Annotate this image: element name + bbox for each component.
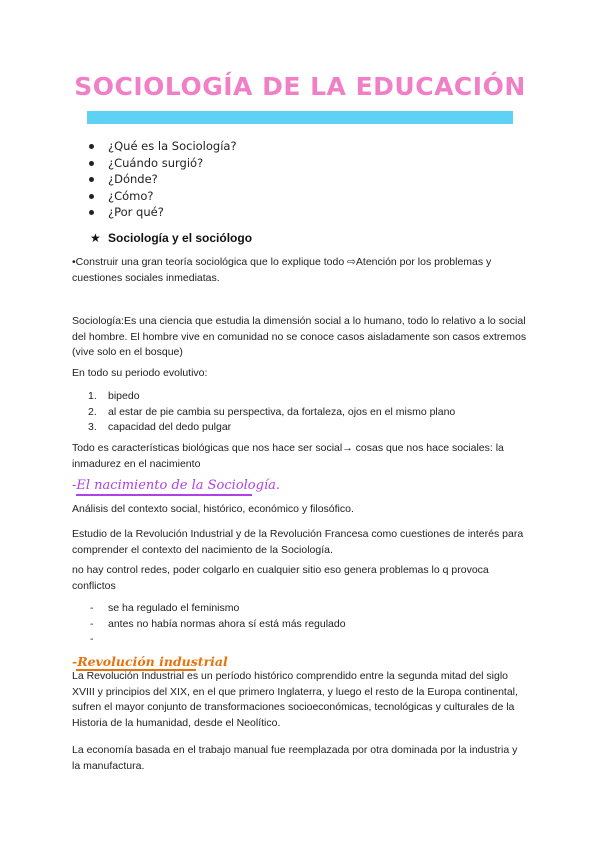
section-heading-birth: -El nacimiento de la Sociología.: [72, 478, 280, 493]
section-heading-revolution: -Revolución industrial: [72, 654, 228, 669]
list-item: - se ha regulado el feminismo: [90, 602, 240, 614]
page-title: SOCIOLOGÍA DE LA EDUCACIÓN: [74, 72, 526, 101]
title-underline-bar: [87, 111, 513, 124]
list-item: ¿Cómo?: [88, 188, 237, 205]
bullet-icon: [89, 144, 94, 149]
definition-paragraph: Sociología:Es una ciencia que estudia la dimensión social a lo humano, todo lo relativo a lo social del hombre. El hombre vive en comunidad no se conoce casos aisladamente son casos extremos (vive solo en el bosque): [72, 315, 527, 358]
list-item: 3. capacidad del dedo pulgar: [88, 421, 232, 433]
list-item: 1. bipedo: [88, 390, 140, 402]
evolution-intro: En todo su periodo evolutivo:: [72, 367, 208, 379]
section-underline: [76, 494, 252, 496]
section-heading-sociology: [90, 231, 252, 245]
evolution-list: [88, 389, 455, 436]
revolution-paragraph: La Revolución Industrial es un período histórico comprendido entre la segunda mitad del siglo XVIII y principios del XIX, en el que primero Inglaterra, y luego el resto de la Europa continental, sufren el mayor conjunto de transformaciones socioeconómicas, tecnológicas y culturales de la Historia de la humanidad, desde el Neolítico.: [72, 670, 518, 729]
list-item: ¿Por qué?: [88, 204, 237, 221]
economy-paragraph: La economía basada en el trabajo manual fue reemplazada por otra dominada por la industria y la manufactura.: [72, 744, 518, 772]
questions-list: [88, 138, 237, 221]
biology-paragraph: Todo es características biológicas que nos hace ser social→ cosas que nos hace sociales: la inmadurez en el nacimiento: [72, 442, 504, 470]
heading-text: Sociología y el sociólogo: [108, 231, 253, 245]
study-paragraph: Estudio de la Revolución Industrial y de la Revolución Francesa como cuestiones de interés para comprender el contexto del nacimiento de la Sociología.: [72, 528, 524, 556]
list-item: - antes no había normas ahora sí está más regulado: [90, 617, 346, 630]
list-item: ¿Qué es la Sociología?: [88, 138, 237, 155]
intro-paragraph: •Construir una gran teoría sociológica que lo explique todo ⇨Atención por los problemas y cuestiones sociales inmediatas.: [72, 256, 492, 284]
list-item: -: [90, 633, 94, 645]
control-paragraph: no hay control redes, poder colgarlo en cualquier sitio eso genera problemas lo q provoca conflictos: [72, 564, 489, 592]
star-icon: ★: [90, 231, 101, 245]
list-item: ¿Dónde?: [88, 171, 237, 188]
bullet-icon: [89, 177, 94, 182]
dash-list: [88, 601, 346, 648]
bullet-icon: [89, 210, 94, 215]
bullet-icon: [89, 161, 94, 166]
list-item: 2. al estar de pie cambia su perspectiva, da fortaleza, ojos en el mismo plano: [88, 405, 456, 418]
bullet-icon: [89, 194, 94, 199]
list-item: ¿Cuándo surgió?: [88, 155, 237, 172]
analysis-paragraph: Análisis del contexto social, histórico, económico y filosófico.: [72, 503, 354, 515]
